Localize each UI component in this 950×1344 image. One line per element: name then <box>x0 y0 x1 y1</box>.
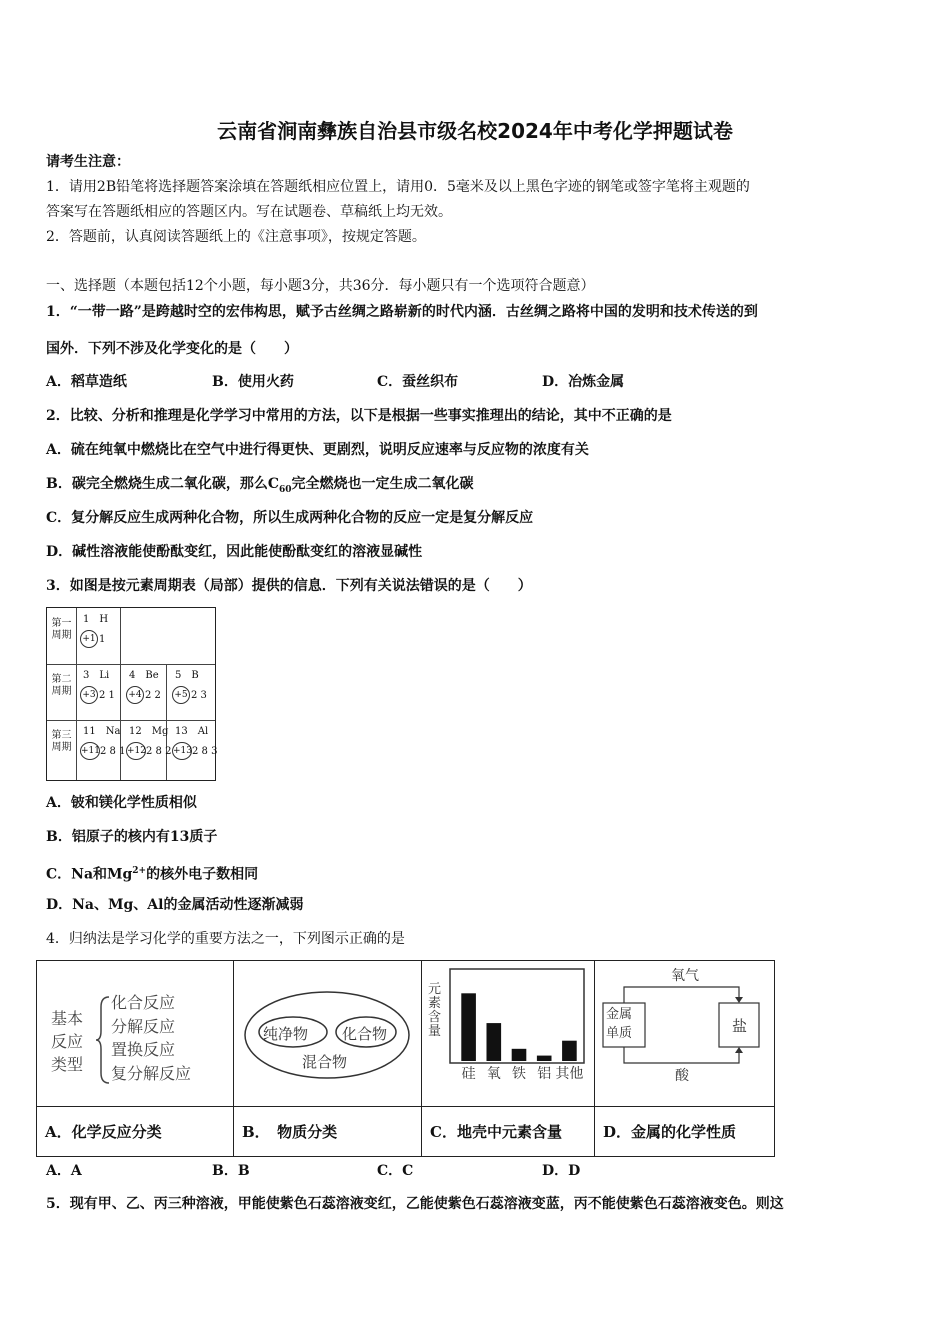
element-be <box>123 664 167 720</box>
q3-option-b[interactable]: B．铝原子的核内有13质子 <box>46 829 218 845</box>
q2-option-b-pre: B．碳完全燃烧生成二氧化碳，那么C <box>46 476 279 492</box>
bar-label-3: 铁 <box>512 1066 526 1082</box>
period-2-label: 第二周期 <box>47 664 77 720</box>
element-li-nucleus: +3 <box>80 686 98 704</box>
q2-option-b-post: 完全燃烧也一定生成二氧化碳 <box>291 476 474 492</box>
q1-option-d[interactable]: D．冶炼金属 <box>542 374 625 390</box>
diagram-c-chart <box>448 967 588 1067</box>
diagram-a <box>37 961 234 1106</box>
element-b <box>169 664 213 720</box>
bar-2 <box>486 1023 501 1061</box>
q4-stem: 4．归纳法是学习化学的重要方法之一，下列图示正确的是 <box>46 931 405 947</box>
element-h-label: 1 H <box>83 614 109 625</box>
element-be-label: 4 Be <box>129 670 159 681</box>
element-li <box>77 664 121 720</box>
q1-stem-line1: 1．“一带一路”是跨越时空的宏伟构思，赋予古丝绸之路崭新的时代内涵．古丝绸之路将中国的发明和技术传送的到 <box>46 304 758 320</box>
element-b-nucleus: +5 <box>172 686 190 704</box>
q2-option-c[interactable]: C．复分解反应生成两种化合物，所以生成两种化合物的反应一定是复分解反应 <box>46 510 534 526</box>
bar-4 <box>537 1056 552 1061</box>
element-be-shells: 2 2 <box>145 690 161 701</box>
caption-b: B． 物质分类 <box>234 1106 422 1156</box>
notice-heading: 请考生注意： <box>46 154 130 170</box>
diagram-d-right: 盐 <box>732 1017 748 1035</box>
element-al-nucleus: +13 <box>172 742 192 760</box>
element-na <box>77 720 126 780</box>
element-al <box>169 720 218 780</box>
notice-item1-line1: 1．请用2B铅笔将选择题答案涂填在答题纸相应位置上，请用0．5毫米及以上黑色字迹的钢笔或签字笔将主观题的 <box>46 179 750 195</box>
element-mg-shells: 2 8 2 <box>146 746 172 757</box>
section-heading: 一、选择题（本题包括12个小题，每小题3分，共36分．每小题只有一个选项符合题意） <box>46 278 595 294</box>
q2-option-d[interactable]: D．碱性溶液能使酚酞变红，因此能使酚酞变红的溶液显碱性 <box>46 544 423 560</box>
q5-stem-line1: 5．现有甲、乙、丙三种溶液，甲能使紫色石蕊溶液变红，乙能使紫色石蕊溶液变蓝，丙不能使紫色石蕊溶液变色。则这 <box>46 1196 784 1212</box>
element-h-shells: 1 <box>99 634 106 645</box>
diagram-d-top: 氧气 <box>671 968 699 984</box>
q3-option-c[interactable] <box>46 861 258 885</box>
notice-item1-line2: 答案写在答题纸相应的答题区内。写在试题卷、草稿纸上均无效。 <box>46 204 452 220</box>
period-3-label: 第三周期 <box>47 720 77 780</box>
element-h <box>77 608 121 664</box>
q1-option-b[interactable]: B．使用火药 <box>212 374 294 390</box>
diagram-a-item-4: 复分解反应 <box>111 1063 192 1083</box>
diagram-a-item-1: 化合反应 <box>111 993 176 1012</box>
diagram-a-items <box>111 991 191 1085</box>
diagram-c-ylabel: 元素含量 <box>428 982 442 1039</box>
bar-label-5: 其他 <box>555 1066 584 1082</box>
diagram-b-inner2: 化合物 <box>342 1025 388 1043</box>
bar-3 <box>512 1049 527 1061</box>
diagram-c-xlabels <box>448 1063 588 1085</box>
diagram-a-left-3: 类型 <box>51 1055 84 1074</box>
q4-option-b[interactable]: B．B <box>212 1163 250 1179</box>
element-mg-label: 12 Mg <box>129 726 169 737</box>
q1-option-c[interactable]: C．蚕丝织布 <box>377 374 459 390</box>
bar-1 <box>461 993 476 1061</box>
bar-5 <box>562 1041 577 1061</box>
q1-option-a[interactable]: A．稻草造纸 <box>46 374 127 390</box>
diagram-d <box>595 961 774 1106</box>
element-li-shells: 2 1 <box>99 690 115 701</box>
q3-option-c-sup: 2+ <box>132 866 147 876</box>
caption-a: A．化学反应分类 <box>37 1106 234 1156</box>
caption-c: C．地壳中元素含量 <box>422 1106 595 1156</box>
q2-option-b[interactable] <box>46 474 474 500</box>
element-mg-nucleus: +12 <box>126 742 146 760</box>
diagram-c <box>422 961 595 1106</box>
bar-label-2: 氧 <box>486 1066 501 1082</box>
diagram-a-item-3: 置换反应 <box>111 1040 176 1059</box>
q2-option-b-sub: 60 <box>278 484 292 495</box>
period-1-label: 第一周期 <box>47 608 77 664</box>
bar-label-1: 硅 <box>461 1066 476 1082</box>
q3-option-d[interactable]: D．Na、Mg、Al的金属活动性逐渐减弱 <box>46 897 304 913</box>
diagram-a-left <box>51 1007 83 1076</box>
q4-option-d[interactable]: D．D <box>542 1163 581 1179</box>
element-na-label: 11 Na <box>83 726 121 737</box>
diagram-d-left: 金属单质 <box>606 1007 633 1041</box>
element-al-label: 13 Al <box>175 726 209 737</box>
element-na-nucleus: +11 <box>80 742 100 760</box>
q3-option-c-pre: C．Na和Mg <box>46 866 133 883</box>
element-al-shells: 2 8 3 <box>192 746 218 757</box>
element-na-shells: 2 8 1 <box>100 746 126 757</box>
q4-option-c[interactable]: C．C <box>377 1163 414 1179</box>
element-b-shells: 2 3 <box>191 690 207 701</box>
diagram-a-item-2: 分解反应 <box>111 1016 176 1036</box>
periodic-table-figure <box>46 607 216 781</box>
notice-item2: 2．答题前，认真阅读答题纸上的《注意事项》，按规定答题。 <box>46 229 426 245</box>
element-li-label: 3 Li <box>83 670 110 681</box>
q3-stem: 3．如图是按元素周期表（局部）提供的信息．下列有关说法错误的是（ ） <box>46 578 532 594</box>
diagram-d-bottom: 酸 <box>675 1068 689 1084</box>
element-mg <box>123 720 172 780</box>
element-h-nucleus: +1 <box>80 630 98 648</box>
diagram-b-inner1: 纯净物 <box>263 1025 309 1043</box>
q3-option-a[interactable]: A．铍和镁化学性质相似 <box>46 795 197 811</box>
element-be-nucleus: +4 <box>126 686 144 704</box>
period-3-row <box>47 720 218 780</box>
bar-label-4: 铝 <box>537 1066 552 1082</box>
q4-diagram-table <box>36 960 775 1157</box>
diagram-a-left-2: 反应 <box>51 1032 84 1051</box>
q2-option-a[interactable]: A．硫在纯氧中燃烧比在空气中进行得更快、更剧烈，说明反应速率与反应物的浓度有关 <box>46 442 589 458</box>
q2-stem: 2．比较、分析和推理是化学学习中常用的方法，以下是根据一些事实推理出的结论，其中不正确的是 <box>46 408 672 424</box>
q3-option-c-post: 的核外电子数相同 <box>146 866 259 883</box>
period-2-row <box>47 664 215 721</box>
q4-option-a[interactable]: A．A <box>46 1163 82 1179</box>
element-b-label: 5 B <box>175 670 199 681</box>
page-title: 云南省涧南彝族自治县市级名校2024年中考化学押题试卷 <box>217 119 733 143</box>
diagram-a-left-1: 基本 <box>51 1009 84 1028</box>
diagram-b-outer: 混合物 <box>302 1053 348 1071</box>
caption-d: D．金属的化学性质 <box>595 1106 774 1156</box>
period-1-row <box>47 608 215 665</box>
q1-stem-line2: 国外．下列不涉及化学变化的是（ ） <box>46 341 298 357</box>
diagram-b <box>234 961 422 1106</box>
